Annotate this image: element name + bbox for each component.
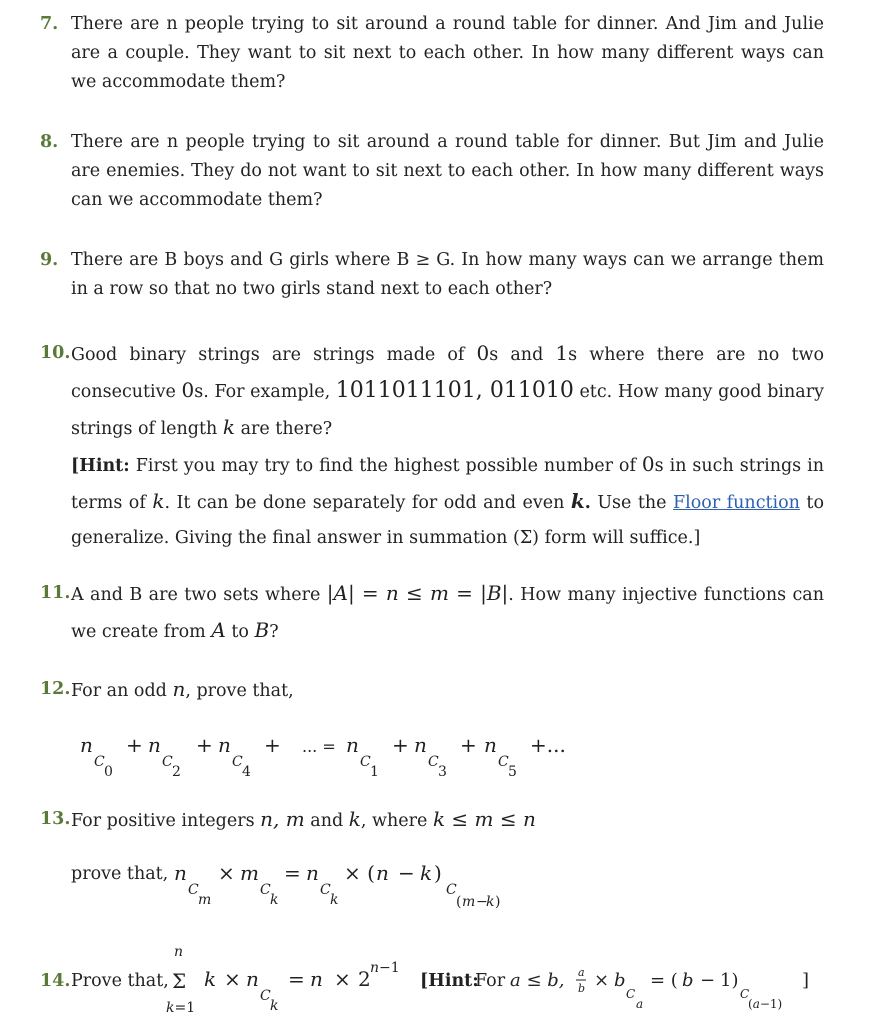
problem-text: For an odd n, prove that, bbox=[71, 677, 294, 701]
svg-text:n: n bbox=[414, 733, 427, 757]
svg-text:a: a bbox=[578, 966, 585, 979]
svg-text:−: − bbox=[398, 861, 415, 885]
problem-7 bbox=[40, 10, 824, 97]
svg-text:(: ( bbox=[456, 894, 462, 910]
svg-text:... =: ... = bbox=[302, 737, 336, 756]
svg-text:+: + bbox=[460, 733, 477, 757]
problem-text: There are n people trying to sit around a round table for dinner. And Jim and Julie are a couple. They want to sit next to each other. In how many different ways can we accommodate them? bbox=[71, 14, 824, 92]
hint-label: [Hint: bbox=[420, 971, 479, 991]
svg-text:3: 3 bbox=[438, 764, 447, 780]
svg-text:C: C bbox=[740, 987, 750, 1001]
svg-text:b: b bbox=[614, 970, 626, 991]
hint-label: [Hint: bbox=[71, 456, 130, 476]
svg-text:C: C bbox=[162, 754, 173, 770]
svg-text:a ≤ b,: a ≤ b, bbox=[510, 970, 565, 991]
problem-number: 7. bbox=[40, 14, 59, 34]
svg-text:×: × bbox=[594, 970, 610, 991]
svg-text:=: = bbox=[288, 967, 305, 991]
svg-text:n: n bbox=[306, 861, 319, 885]
problem-9 bbox=[40, 246, 824, 304]
svg-text:b: b bbox=[578, 982, 586, 995]
problem-11 bbox=[40, 576, 824, 650]
problem-8 bbox=[40, 128, 824, 215]
svg-text:k: k bbox=[270, 892, 279, 908]
svg-text:C: C bbox=[428, 754, 439, 770]
svg-text:(a−1): (a−1) bbox=[748, 997, 783, 1011]
svg-text:k: k bbox=[270, 998, 279, 1014]
svg-text:−: − bbox=[700, 970, 716, 991]
svg-text:+: + bbox=[196, 733, 213, 757]
problem-number: 10. bbox=[40, 343, 71, 363]
svg-text:+: + bbox=[392, 733, 409, 757]
svg-text:n: n bbox=[484, 733, 497, 757]
problem-12 bbox=[40, 675, 824, 706]
problem-number: 11. bbox=[40, 583, 71, 603]
svg-text:4: 4 bbox=[242, 764, 251, 780]
svg-text:k=1: k=1 bbox=[166, 1000, 196, 1016]
floor-function-link[interactable]: Floor function bbox=[673, 493, 800, 513]
problem-number: 9. bbox=[40, 250, 59, 270]
problem-text: Prove that, bbox=[71, 971, 169, 991]
svg-text:m: m bbox=[462, 894, 476, 910]
problem-number: 12. bbox=[40, 679, 71, 699]
svg-text:×: × bbox=[218, 861, 235, 885]
svg-text:n−1: n−1 bbox=[370, 960, 400, 976]
problem-number: 14. bbox=[40, 971, 71, 991]
svg-text:C: C bbox=[260, 988, 271, 1004]
svg-text:): ) bbox=[434, 861, 442, 885]
svg-text:+: + bbox=[264, 733, 281, 757]
svg-text:C: C bbox=[94, 754, 105, 770]
svg-text:k: k bbox=[420, 861, 433, 885]
svg-text:n: n bbox=[148, 733, 161, 757]
svg-text:−: − bbox=[476, 894, 488, 910]
problem-number: 13. bbox=[40, 809, 71, 829]
svg-text:n: n bbox=[376, 861, 389, 885]
svg-text:n: n bbox=[310, 967, 323, 991]
svg-text:0: 0 bbox=[104, 764, 113, 780]
binomial-identity-equation bbox=[78, 724, 598, 784]
svg-text:n: n bbox=[174, 944, 184, 960]
svg-text:]: ] bbox=[802, 970, 810, 991]
svg-text:×: × bbox=[224, 967, 241, 991]
svg-text:C: C bbox=[260, 882, 271, 898]
problem-text: There are B boys and G girls where B ≥ G. In how many ways can we arrange them in a row so that no two girls stand next to each other? bbox=[71, 250, 824, 299]
svg-text:+...: +... bbox=[530, 733, 566, 757]
svg-text:b: b bbox=[682, 970, 694, 991]
svg-text:n: n bbox=[246, 967, 259, 991]
svg-text:1): 1) bbox=[720, 970, 739, 991]
svg-text:m: m bbox=[240, 861, 259, 885]
combination-identity-equation bbox=[172, 850, 552, 914]
svg-text:n: n bbox=[218, 733, 231, 757]
svg-text:=: = bbox=[284, 861, 301, 885]
problem-text: Good binary strings are strings made of 0s and 1s where there are no two consecutive 0s. For example, 1011011101, 011010 etc. How many good binary strings of length k are there? [Hint: First you may try to find the highest possible number of 0s in such strings in terms of k. It can be done separately for odd and even k. Use the Floor function to generalize. Giving the final answer in summation (Σ) form will suffice.] bbox=[71, 341, 824, 548]
svg-text:1: 1 bbox=[370, 764, 379, 780]
svg-text:2: 2 bbox=[358, 967, 371, 991]
svg-text:×: × bbox=[334, 967, 351, 991]
svg-text:): ) bbox=[495, 894, 501, 910]
svg-text:C: C bbox=[446, 882, 457, 898]
svg-text:k: k bbox=[486, 894, 495, 910]
problem-number: 8. bbox=[40, 132, 59, 152]
svg-text:× (: × ( bbox=[344, 861, 375, 885]
svg-text:m: m bbox=[198, 892, 212, 908]
svg-text:For: For bbox=[475, 971, 506, 991]
svg-text:+: + bbox=[126, 733, 143, 757]
svg-text:n: n bbox=[346, 733, 359, 757]
svg-text:C: C bbox=[232, 754, 243, 770]
svg-text:C: C bbox=[498, 754, 509, 770]
svg-text:k: k bbox=[204, 967, 217, 991]
prove-label: prove that, bbox=[71, 864, 169, 884]
svg-text:C: C bbox=[626, 987, 636, 1001]
svg-text:n: n bbox=[80, 733, 93, 757]
svg-text:C: C bbox=[320, 882, 331, 898]
problem-text: For positive integers n, m and k, where k ≤ m ≤ n bbox=[71, 807, 536, 831]
problem-13 bbox=[40, 805, 824, 836]
sum-identity-equation bbox=[164, 940, 824, 1024]
svg-text:Σ: Σ bbox=[172, 969, 187, 993]
svg-text:C: C bbox=[360, 754, 371, 770]
problem-10 bbox=[40, 336, 824, 556]
svg-text:5: 5 bbox=[508, 764, 517, 780]
svg-text:a: a bbox=[636, 997, 644, 1011]
problem-text: A and B are two sets where |A| = n ≤ m = |B|. How many injective functions can we create from A to B? bbox=[71, 581, 825, 642]
svg-text:2: 2 bbox=[172, 764, 181, 780]
svg-text:k: k bbox=[330, 892, 339, 908]
problem-text: There are n people trying to sit around a round table for dinner. But Jim and Julie are enemies. They do not want to sit next to each other. In how many different ways can we accommodate them? bbox=[71, 132, 824, 210]
svg-text:= (: = ( bbox=[650, 970, 678, 991]
svg-text:C: C bbox=[188, 882, 199, 898]
svg-text:n: n bbox=[174, 861, 187, 885]
